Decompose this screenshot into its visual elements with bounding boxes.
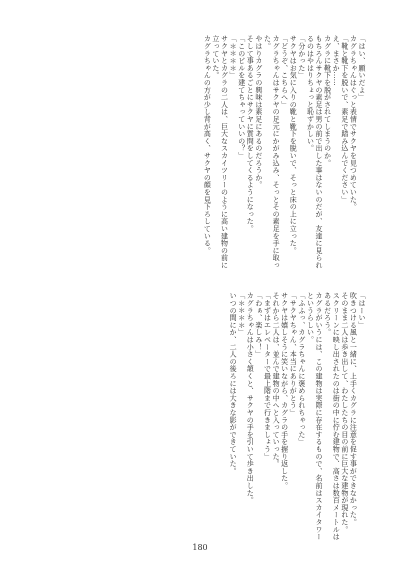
page-number: 180: [192, 543, 208, 552]
lower-text-block: 「はーい」 吹きつける風と一緒に、上手くカグラに注意を促す事ができなかった。 そのまま二人は歩き出して、わたしたちの目の前に巨大な建物が現れた。 スクリーンに映し出されたのは街の中に佇む建物で、高さは数百メートルはあるだろう。 カグラがいうには、この建物は実際に存在するもので、名前はスカイタワーというらしい。 「ふふっ、カグラちゃんに褒められちゃった」 「サクヤちゃん、本当にありがとう」 サクヤは嬉しそうに笑いながら、カグラの手を握り返した。 それから二人は、並んで建物の中へと入っていった。 「まずはエレベーターで最上階まで行きましょう」 「わぁ、楽しみ！」 カグラちゃんは小さく頷くと、サクヤの手を引いて歩き出した。 「＊＊＊＊」 いつの間にか、二人の後ろには大きな影ができていた。: [229, 292, 366, 541]
upper-text-block: 「はい、願いだよ」 カグラちゃんはぐっと表情でサクヤを見つめていた。 「靴と靴下を脱いで、素足で踏み込んでください」 え、まさか…… カグラに靴下を脱がされてしまうのか。 もちろんサクヤの素足は男の前で出した事はないのだが、友達に見られるのはやはりちょっと恥ずかしい。 「分かった」 サクヤはお気に入りの靴と靴下を脱いで、そっと床の上に立った。 「どうぞ、こちらへ」 カグラちゃんはサクヤの足元にかがみ込み、そっとその素足を手に取った。 やはりカグラの興味は素足にあるのだろうか。 そして事あるごとにサクヤに質問をしてくるようになった。 「このビルを建てちゃっていいの？」 「＊＊＊＊」 サクヤとカグラの二人は、巨大なスカイツリーのように高い建物の前に立っていた。 カグラちゃんの方が少し背が高く、サクヤの顔を見下ろしている。: [203, 35, 366, 269]
